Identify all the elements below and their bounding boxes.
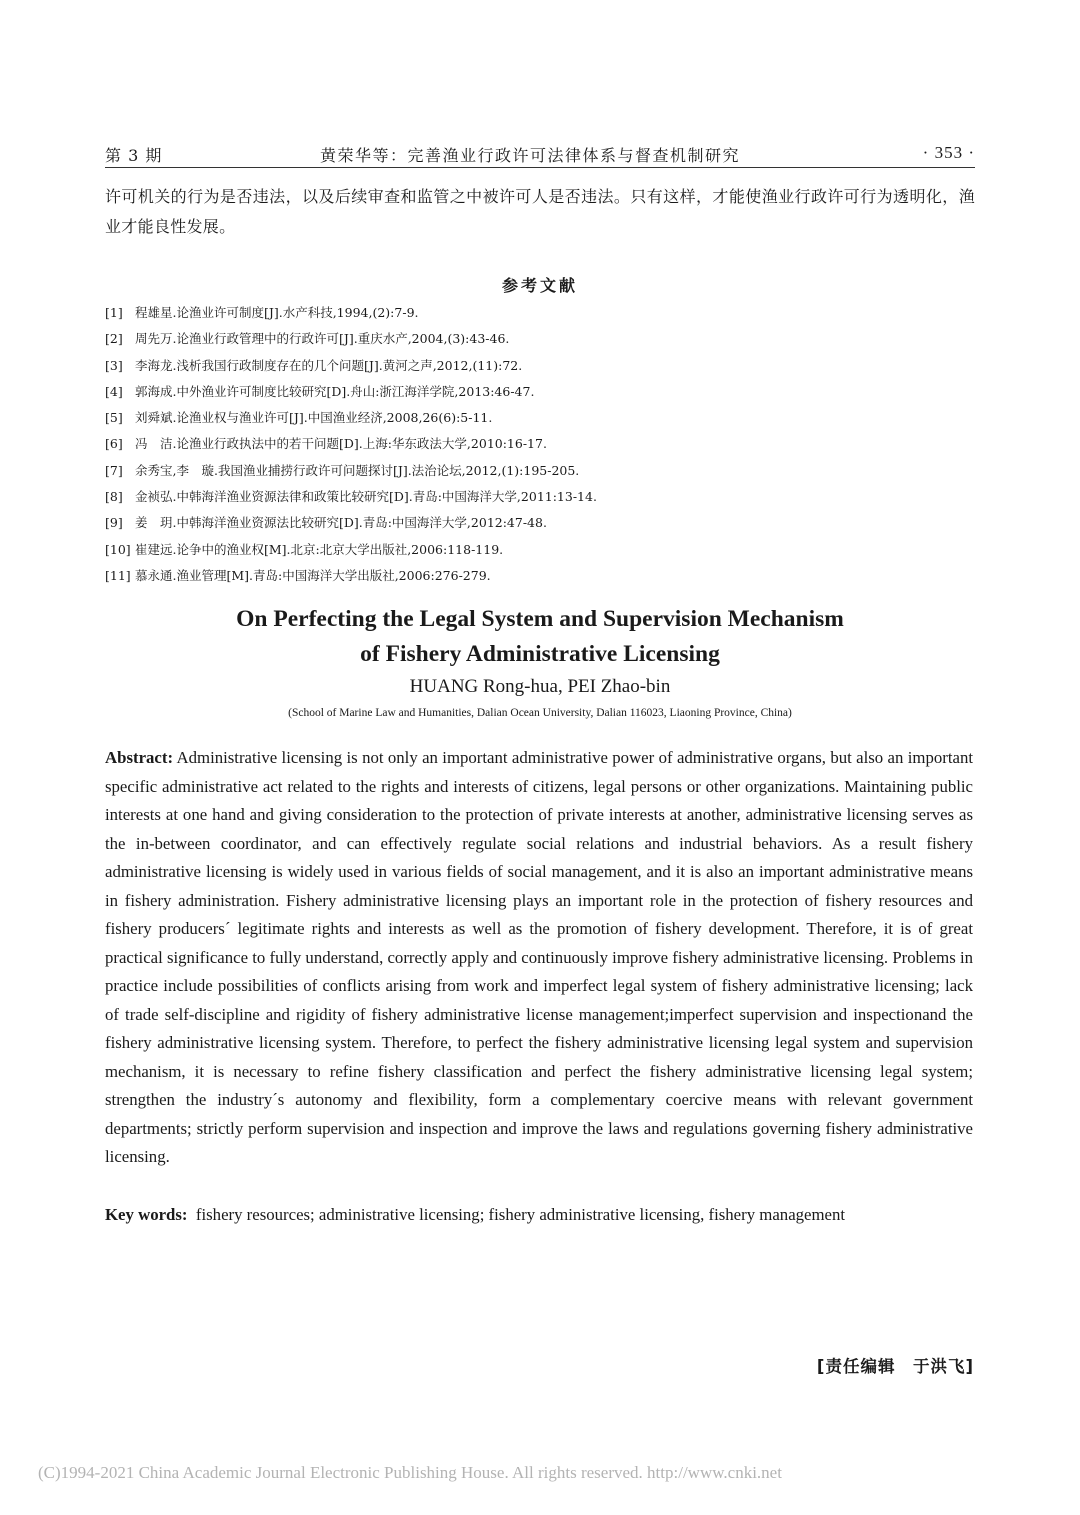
reference-text: 崔建远.论争中的渔业权[M].北京:北京大学出版社,2006:118-119.	[135, 541, 504, 557]
header-divider	[105, 167, 975, 168]
reference-text: 刘舜斌.论渔业权与渔业许可[J].中国渔业经济,2008,26(6):5-11.	[135, 410, 493, 426]
reference-text: 冯 洁.论渔业行政执法中的若干问题[D].上海:华东政法大学,2010:16-17.	[135, 436, 547, 452]
running-title: 黄荣华等：完善渔业行政许可法律体系与督查机制研究	[320, 146, 741, 165]
reference-number: [7]	[105, 462, 123, 478]
english-authors: HUANG Rong-hua, PEI Zhao-bin	[409, 676, 671, 697]
reference-text: 金祯弘.中韩海洋渔业资源法律和政策比较研究[D].青岛:中国海洋大学,2011:13-14.	[135, 489, 597, 505]
reference-number: [3]	[105, 357, 123, 373]
reference-item	[105, 458, 975, 484]
page-number: · 353 ·	[922, 143, 975, 162]
reference-text: 程雄星.论渔业许可制度[J].水产科技,1994,(2):7-9.	[135, 305, 419, 320]
reference-number: [5]	[105, 410, 123, 426]
references-heading: 参考文献	[501, 276, 578, 295]
reference-text: 李海龙.浅析我国行政制度存在的几个问题[J].黄河之声,2012,(11):72.	[135, 357, 523, 373]
english-title-line: of Fishery Administrative Licensing	[360, 641, 720, 667]
reference-item	[105, 563, 975, 589]
keywords-text: fishery resources; administrative licensing; fishery administrative licensing, fishery management	[195, 1205, 846, 1224]
reference-item	[105, 353, 975, 379]
reference-text: 姜 玥.中韩海洋渔业资源法比较研究[D].青岛:中国海洋大学,2012:47-48.	[135, 515, 547, 531]
running-header	[105, 143, 975, 167]
reference-item	[105, 431, 975, 457]
reference-number: [9]	[105, 515, 123, 531]
reference-item	[105, 537, 975, 563]
copyright-footer: (C)1994-2021 China Academic Journal Electronic Publishing House. All rights reserved. http://www.cnki.net	[38, 1463, 782, 1482]
reference-number: [11]	[105, 567, 131, 583]
reference-number: [4]	[105, 383, 123, 399]
reference-number: [2]	[105, 331, 123, 347]
reference-item	[105, 484, 975, 510]
body-paragraph: 许可机关的行为是否违法，以及后续审查和监管之中被许可人是否违法。只有这样，才能使渔业行政许可行为透明化，渔业才能良性发展。	[105, 187, 975, 236]
responsible-editor: [责任编辑 于洪飞]	[816, 1357, 974, 1376]
author-affiliation: (School of Marine Law and Humanities, Dalian Ocean University, Dalian 116023, Liaoning Province, China)	[288, 707, 792, 719]
english-title	[0, 602, 1080, 672]
reference-list	[105, 300, 975, 589]
abstract-label: Abstract:	[105, 748, 174, 767]
reference-item	[105, 300, 975, 326]
reference-item	[105, 326, 975, 352]
reference-number: [8]	[105, 489, 123, 505]
reference-text: 郭海成.中外渔业许可制度比较研究[D].舟山:浙江海洋学院,2013:46-47.	[135, 383, 535, 399]
english-abstract	[105, 744, 973, 1172]
reference-text: 周先万.论渔业行政管理中的行政许可[J].重庆水产,2004,(3):43-46.	[135, 331, 510, 347]
issue-number: 第 3 期	[105, 146, 163, 165]
reference-number: [6]	[105, 436, 123, 452]
abstract-text: Administrative licensing is not only an important administrative power of administrative organs, but also an important specific administrative act related to the rights and interests of citizens, legal persons or other organizations. Maintaining public interests at one hand and giving consideration to the protection of private interests at another, administrative licensing serves as the in-between coordinator, and can effectively regulate social relations and industrial behaviors. As a result fishery administrative licensing is widely used in various fields of social management, and it is also an important administrative means in fishery administration. Fishery administrative licensing plays an important role in the protection of fishery resources and fishery producers´ legitimate rights and interests as well as the promotion of fishery development. Therefore, it is of great practical significance to fully understand, correctly apply and continuously improve fishery administrative licensing. Problems in practice include possibilities of conflicts arising from work and imperfect legal system of fishery administrative licensing; lack of trade self-discipline and rigidity of fishery administrative license management;imperfect supervision and inspectionand the fishery administrative licensing system. Therefore, to perfect the fishery administrative licensing legal system and supervision mechanism, it is necessary to refine fishery classification and perfect the fishery administrative licensing legal system; strengthen the industry´s autonomy and flexibility, form a complementary coercive means with relevant government departments; strictly perform supervision and inspection and improve the laws and regulations governing fishery administrative licensing.	[105, 748, 973, 1166]
english-title-line: On Perfecting the Legal System and Supervision Mechanism	[236, 606, 844, 632]
reference-number: [10]	[105, 541, 131, 557]
english-keywords	[105, 1201, 973, 1229]
reference-item	[105, 379, 975, 405]
reference-number: [1]	[105, 305, 123, 320]
reference-text: 慕永通.渔业管理[M].青岛:中国海洋大学出版社,2006:276-279.	[135, 567, 491, 583]
keywords-label: Key words:	[105, 1205, 188, 1224]
reference-item	[105, 405, 975, 431]
reference-item	[105, 510, 975, 536]
reference-text: 余秀宝,李 璇.我国渔业捕捞行政许可问题探讨[J].法治论坛,2012,(1):195-205.	[135, 462, 580, 478]
